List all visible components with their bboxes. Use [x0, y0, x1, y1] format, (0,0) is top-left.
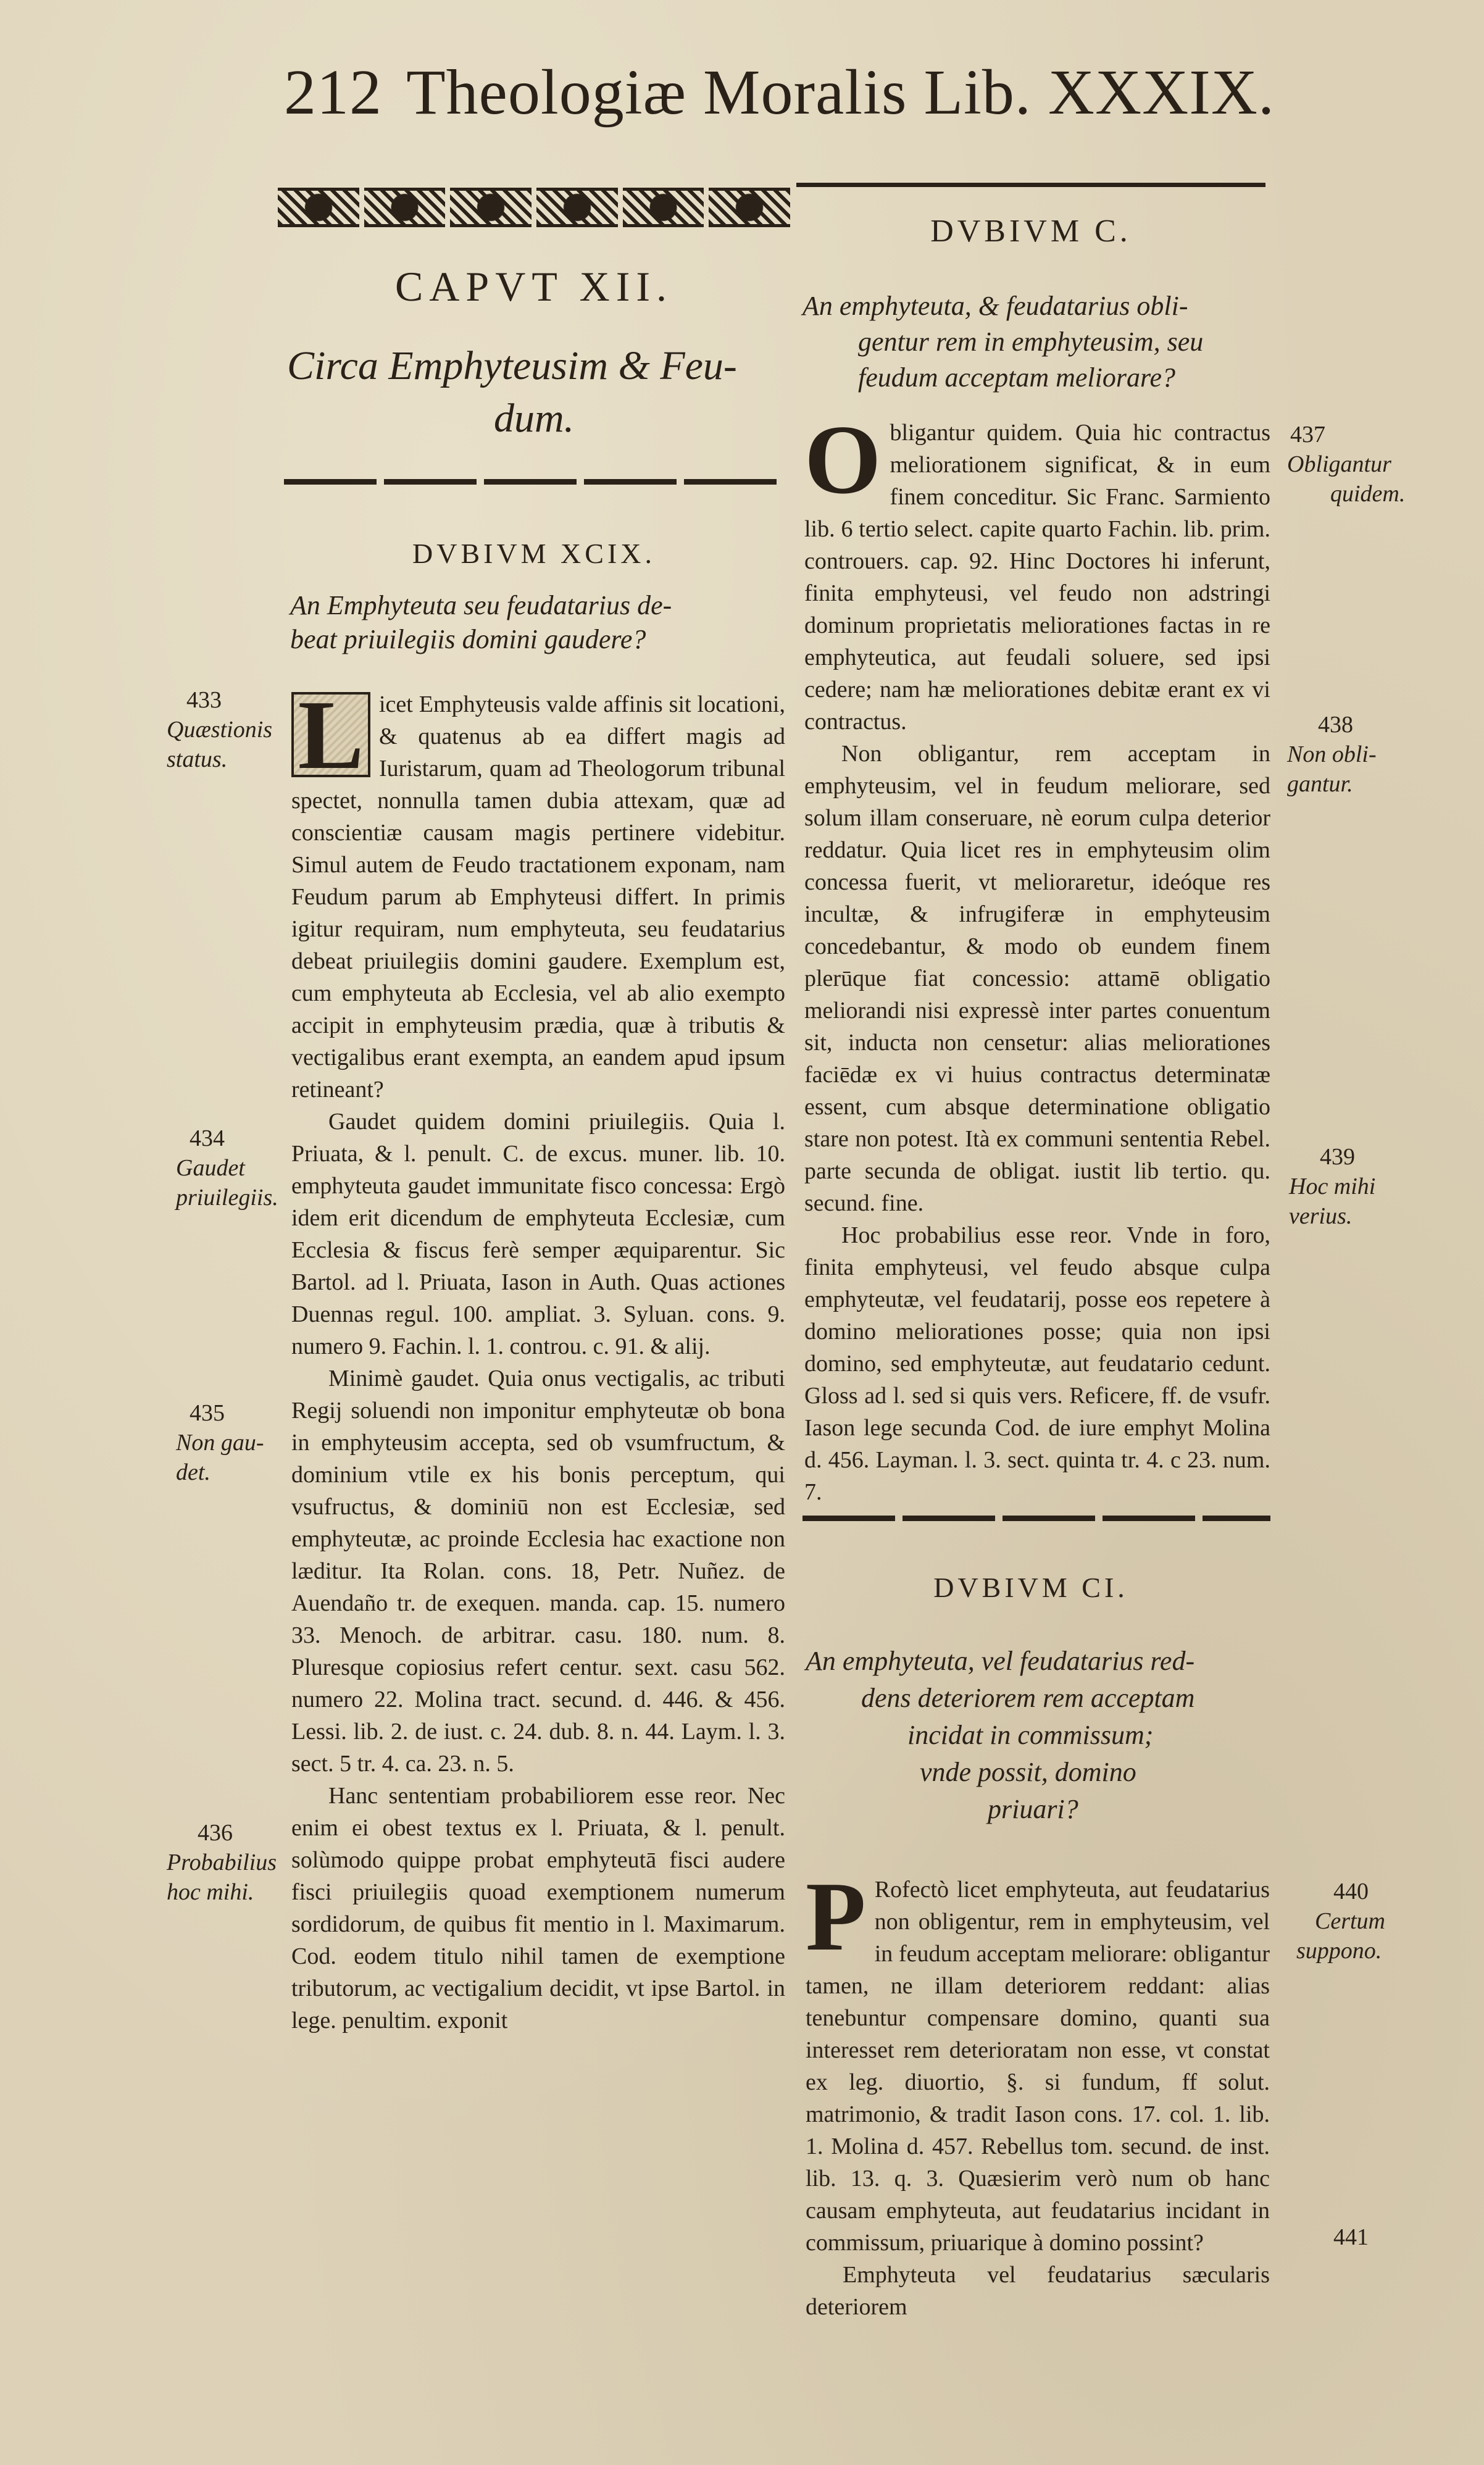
divider-left-1: [284, 479, 784, 485]
dubium-101-question-line2: dens deteriorem rem acceptam: [861, 1683, 1195, 1713]
dubium-101-question-line4: vnde possit, domino: [920, 1757, 1136, 1787]
ornament-band: [278, 188, 790, 227]
dubium-101-question-line3: incidat in commissum;: [907, 1720, 1154, 1750]
dubium-101-para2: Emphyteuta vel feudatarius sæcularis deteriorem: [806, 2262, 1270, 2320]
divider-right-1: [802, 1516, 1270, 1521]
dubium-100-question-line2: gentur rem in emphyteusim, seu: [858, 327, 1204, 357]
chapter-label: CAPVT XII.: [394, 263, 673, 310]
dubium-99-body: [291, 680, 785, 2037]
dubium-100-para2: Non obligantur, rem acceptam in emphyteusim, vel in feudum meliorare, sed solum illam conseruare, nè eorum culpa deterior reddatur. Quia licet res in emphyteusim olim concessa fuerit, vt melioraretur, ideóque res incultæ, & infrugiferæ in emphyteusim concedebantur, & modo ob eundem finem plerūque fiat concessio: attamē obligatio meliorandi nisi expressè inter partes conuentum sit, inducta non censetur: alias meliorationes faciēdæ ex vi huius contractus determinatæ essent, cum absque determinatione obligatio stare non potest. Ità ex communi sententia Rebel. parte secunda de obligat. iustit lib tertio. qu. secund. fine.: [804, 741, 1270, 1216]
dubium-99-question-line1: An Emphyteuta seu feudatarius de-: [290, 590, 672, 620]
chapter-title-line1: Circa Emphyteusim & Feu-: [287, 343, 737, 388]
margin-note-436: 436 Probabilius hoc mihi.: [167, 1820, 277, 1905]
dubium-101-body: [806, 1861, 1270, 2323]
page-number: 212: [284, 57, 382, 128]
dubium-101-question-line5: priuari?: [988, 1794, 1078, 1824]
running-title: Theologiæ Moralis Lib. XXXIX.: [406, 57, 1275, 128]
margin-note-434: 434 Gaudet priuilegiis.: [176, 1125, 278, 1211]
dubium-100-body: [804, 404, 1270, 1508]
dubium-100-label: DVBIVM C.: [930, 214, 1132, 249]
margin-note-438: 438 Non obli- gantur.: [1287, 712, 1377, 797]
top-rule-right: [796, 183, 1265, 187]
dropcap-L: L: [291, 692, 370, 777]
dubium-99-para2: Gaudet quidem domini priuilegiis. Quia l. Priuata, & l. penult. C. de excus. muner. lib. 10. emphyteuta gaudet immunitate fisco concessa: Ergò idem erit dicendum de emphyteuta Ecclesiæ, cum Ecclesia & fiscus ferè semper æquiparentur. Sic Bartol. ad l. Priuata, Iason in Auth. Quas actiones Duennas regul. 100. ampliat. 3. Syluan. cons. 9. numero 9. Fachin. l. 1. controu. c. 91. & alij.: [291, 1109, 785, 1359]
dubium-100-question-line3: feudum acceptam meliorare?: [858, 362, 1176, 393]
chapter-title-line2: dum.: [494, 396, 575, 441]
dubium-99-para1: icet Emphyteusis valde affinis sit locationi, & quatenus ab ea differt magis ad Iuristarum, quam ad Theologorum tribunal spectet, nonnulla tamen dubia attexam, quæ ad conscientiæ causam magis pertinere videbitur. Simul autem de Feudo tractationem exponam, nam Feudum parum ab Emphyteusi differt. In primis igitur requiram, num emphyteuta, seu feudatarius debeat priuilegiis domini gaudere. Exemplum est, cum emphyteuta ab Ecclesia, vel ab alio exempto accipit in emphyteusim prædia, quæ à tributis & vectigalibus erant exempta, an eandem apud ipsum retineant?: [291, 691, 785, 1103]
margin-note-439: 439 Hoc mihi verius.: [1289, 1144, 1376, 1229]
margin-note-437: 437 Obligantur quidem.: [1287, 422, 1406, 507]
dubium-101-para1: Rofectò licet emphyteuta, aut feudatarius non obligentur, rem in emphyteusim, vel in feudum acceptam meliorare: obligantur tamen, ne illam deteriorem reddant: alias tenebuntur compensare domino, quanti sua interesset rem deterioratam non esse, vt constat ex leg. diuortio, §. si fundum, ff solut. matrimonio, & tradit Iason cons. 17. col. 1. lib. 1. Molina d. 457. Rebellus tom. secund. de inst. lib. 13. q. 3. Quæsierim verò num ob hanc causam emphyteuta, aut feudatarius incidant in commissum, priuarique à domino possint?: [806, 1877, 1270, 2256]
running-head: [284, 56, 1275, 129]
dubium-99-label: DVBIVM XCIX.: [412, 538, 656, 569]
margin-note-435: 435 Non gau- det.: [176, 1400, 264, 1485]
margin-note-440: 440 Certum suppono.: [1296, 1879, 1385, 1964]
dropcap-P: P: [806, 1861, 866, 1971]
dubium-100-para1: bligantur quidem. Quia hic contractus meliorationem significat, & in eum finem conceditur. Sic Franc. Sarmiento lib. 6 tertio select. capite quarto Fachin. lib. prim. controuers. cap. 92. Hinc Doctores hi inferunt, finita emphyteusi, vel feudo non adstringi dominum proprietatis meliorationes factas in re emphyteutica, aut feudali soluere, sed ipsi cedere; nam hæ meliorationes debitæ erant ex vi contractus.: [804, 420, 1270, 735]
dropcap-O: O: [804, 404, 882, 514]
dubium-101-question-line1: An emphyteuta, vel feudatarius red-: [806, 1646, 1195, 1676]
margin-note-433: 433 Quæstionis status.: [167, 687, 273, 772]
dubium-99-question-line2: beat priuilegiis domini gaudere?: [290, 624, 646, 654]
dubium-101-label: DVBIVM CI.: [933, 1572, 1128, 1603]
dubium-100-para3: Hoc probabilius esse reor. Vnde in foro, finita emphyteusi, vel feudo absque culpa emphyteutæ, vel feudatarij, posse eos repetere à domino meliorationes posse; quia non ipsi domino, sed emphyteutæ, aut feudatario cedunt. Gloss ad l. sed si quis vers. Reficere, ff. de vsufr. Iason lege secunda Cod. de iure emphyt Molina d. 456. Layman. l. 3. sect. quinta tr. 4. c 23. num. 7.: [804, 1222, 1270, 1505]
dubium-100-question-line1: An emphyteuta, & feudatarius obli-: [802, 291, 1188, 321]
dubium-99-para3: Minimè gaudet. Quia onus vectigalis, ac tributi Regij soluendi non imponitur emphyteutæ ob bona in emphyteusim accepta, sed ob vsumfructum, & dominium vtile ex his bonis perceptum, qui vsufructus, & dominiū non est Ecclesiæ, sed emphyteutæ, ac proinde Ecclesia hac exactione non læditur. Ita Rolan. cons. 18, Petr. Nuñez. de Auendaño tr. de exequen. manda. cap. 15. numero 33. Menoch. de arbitrar. casu. 180. num. 8. Pluresque copiosius refert centur. sext. casu 562. numero 22. Molina tract. secund. d. 446. & 456. Lessi. lib. 2. de iust. c. 24. dub. 8. n. 44. Laym. l. 3. sect. 5 tr. 4. ca. 23. n. 5.: [291, 1366, 785, 1777]
margin-note-441: 441: [1333, 2224, 1369, 2250]
dubium-99-para4: Hanc sententiam probabiliorem esse reor. Nec enim ei obest textus ex l. Priuata, & l. penult. solùmodo quippe probat emphyteutā fisci audere fisci priuilegiis quoad exemptionem numerum sordidorum, de quibus fit mentio in l. Maximarum. Cod. eodem titulo nihil tamen de exemptione tributorum, ac vectigalium decidit, vt ipse Bartol. in lege. penultim. exponit: [291, 1783, 785, 2033]
